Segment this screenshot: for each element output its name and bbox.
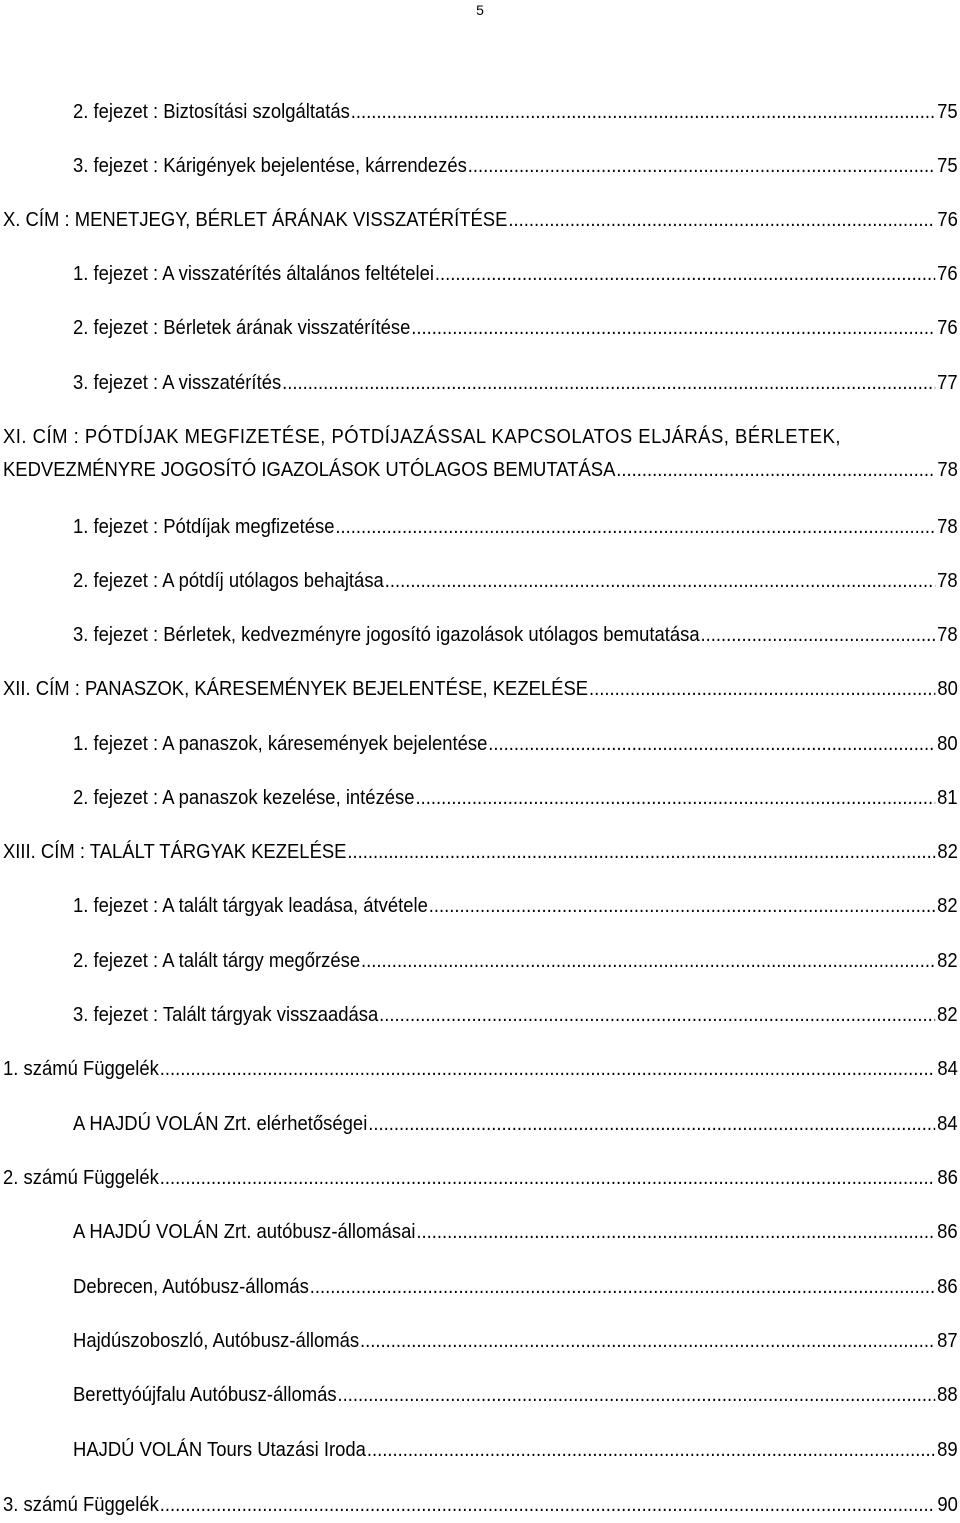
toc-entry-page: 78 xyxy=(937,623,958,646)
toc-entry[interactable] xyxy=(73,947,958,974)
toc-entry[interactable] xyxy=(73,98,958,125)
toc-entry-title: 2. fejezet : Biztosítási szolgáltatás xyxy=(73,100,350,123)
toc-leader-dots xyxy=(701,621,936,648)
toc-entry[interactable] xyxy=(3,1055,958,1082)
toc-entry-page: 75 xyxy=(937,154,958,177)
toc-entry-multiline[interactable] xyxy=(3,423,958,483)
toc-entry-title: XIII. CÍM : TALÁLT TÁRGYAK KEZELÉSE xyxy=(3,840,347,863)
toc-entry-title-line1: XI. CÍM : PÓTDÍJAK MEGFIZETÉSE, PÓTDÍJAZÁSSAL KAPCSOLATOS ELJÁRÁS, BÉRLETEK, xyxy=(3,425,841,448)
toc-entry-page: 78 xyxy=(937,458,958,481)
toc-leader-dots xyxy=(488,730,935,757)
toc-entry[interactable] xyxy=(73,260,958,287)
toc-entry[interactable] xyxy=(73,513,958,540)
toc-entry-page: 76 xyxy=(937,208,958,231)
toc-entry-page: 84 xyxy=(937,1057,958,1080)
toc-entry-page: 84 xyxy=(937,1112,958,1135)
toc-entry-title: 1. fejezet : A talált tárgyak leadása, átvétele xyxy=(73,894,428,917)
toc-entry-title: HAJDÚ VOLÁN Tours Utazási Iroda xyxy=(73,1438,366,1461)
toc-leader-dots xyxy=(160,1164,936,1191)
toc-entry[interactable] xyxy=(73,567,958,594)
toc-entry-page: 81 xyxy=(937,786,958,809)
toc-leader-dots xyxy=(310,1273,936,1300)
toc-entry[interactable] xyxy=(73,314,958,341)
toc-leader-dots xyxy=(160,1055,936,1082)
toc-entry-page: 78 xyxy=(937,515,958,538)
toc-entry[interactable] xyxy=(73,1327,958,1354)
toc-entry[interactable] xyxy=(73,1436,958,1463)
toc-entry-title: 1. fejezet : A panaszok, káresemények bejelentése xyxy=(73,732,488,755)
toc-leader-dots xyxy=(368,1110,935,1137)
toc-leader-dots xyxy=(415,784,935,811)
toc-entry[interactable] xyxy=(73,1110,958,1137)
toc-leader-dots xyxy=(337,1381,935,1408)
page-number: 5 xyxy=(476,2,484,18)
toc-entry-title: 1. fejezet : A visszatérítés általános feltételei xyxy=(73,262,435,285)
toc-entry-page: 80 xyxy=(937,732,958,755)
toc-entry-title: 3. fejezet : Kárigények bejelentése, kárrendezés xyxy=(73,154,467,177)
toc-leader-dots xyxy=(361,947,935,974)
toc-entry-page: 86 xyxy=(937,1166,958,1189)
toc-entry-page: 82 xyxy=(937,949,958,972)
toc-entry-page: 82 xyxy=(937,840,958,863)
toc-entry-page: 82 xyxy=(937,1003,958,1026)
toc-entry[interactable] xyxy=(73,369,958,396)
toc-entry-title: Debrecen, Autóbusz-állomás xyxy=(73,1275,309,1298)
toc-entry-page: 76 xyxy=(937,316,958,339)
toc-entry-title: 1. fejezet : Pótdíjak megfizetése xyxy=(73,515,335,538)
toc-entry[interactable] xyxy=(73,1381,958,1408)
toc-entry-title: Berettyóújfalu Autóbusz-állomás xyxy=(73,1383,337,1406)
toc-entry-title: A HAJDÚ VOLÁN Zrt. autóbusz-állomásai xyxy=(73,1220,416,1243)
toc-entry[interactable] xyxy=(73,621,958,648)
toc-entry-title: X. CÍM : MENETJEGY, BÉRLET ÁRÁNAK VISSZATÉRÍTÉSE xyxy=(3,208,508,231)
toc-leader-dots xyxy=(616,456,935,483)
toc-entry-title: 3. fejezet : Bérletek, kedvezményre jogosító igazolások utólagos bemutatása xyxy=(73,623,700,646)
toc-leader-dots xyxy=(416,1218,935,1245)
toc-entry[interactable] xyxy=(73,892,958,919)
toc-leader-dots xyxy=(360,1327,935,1354)
toc-entry-title: Hajdúszoboszló, Autóbusz-állomás xyxy=(73,1329,360,1352)
toc-leader-dots xyxy=(347,838,935,865)
toc-entry-title: 2. számú Függelék xyxy=(3,1166,159,1189)
toc-entry-title: 2. fejezet : A talált tárgy megőrzése xyxy=(73,949,361,972)
toc-entry[interactable] xyxy=(73,1218,958,1245)
toc-entry[interactable] xyxy=(73,1001,958,1028)
toc-entry-title: 2. fejezet : A panaszok kezelése, intézése xyxy=(73,786,415,809)
toc-entry[interactable] xyxy=(3,206,958,233)
toc-entry-title: 3. fejezet : A visszatérítés xyxy=(73,371,282,394)
toc-entry[interactable] xyxy=(3,838,958,865)
toc-entry-title: A HAJDÚ VOLÁN Zrt. elérhetőségei xyxy=(73,1112,368,1135)
toc-entry-title: 3. számú Függelék xyxy=(3,1493,159,1516)
toc-leader-dots xyxy=(429,892,936,919)
toc-leader-dots xyxy=(435,260,935,287)
toc-leader-dots xyxy=(411,314,935,341)
toc-entry[interactable] xyxy=(3,1491,958,1518)
toc-leader-dots xyxy=(508,206,935,233)
toc-entry-page: 80 xyxy=(937,677,958,700)
toc-entry[interactable] xyxy=(73,1273,958,1300)
toc-entry-title: 1. számú Függelék xyxy=(3,1057,159,1080)
toc-leader-dots xyxy=(589,675,936,702)
toc-entry-title: 3. fejezet : Talált tárgyak visszaadása xyxy=(73,1003,379,1026)
toc-entry-title: 2. fejezet : Bérletek árának visszatérítése xyxy=(73,316,411,339)
toc-entry-title: 2. fejezet : A pótdíj utólagos behajtása xyxy=(73,569,384,592)
toc-entry-page: 78 xyxy=(937,569,958,592)
toc-leader-dots xyxy=(385,567,936,594)
toc-entry-page: 86 xyxy=(937,1275,958,1298)
toc-leader-dots xyxy=(379,1001,935,1028)
toc-entry-page: 75 xyxy=(937,100,958,123)
toc-entry-title-line2: KEDVEZMÉNYRE JOGOSÍTÓ IGAZOLÁSOK UTÓLAGOS BEMUTATÁSA xyxy=(3,458,616,481)
toc-entry-page: 76 xyxy=(937,262,958,285)
toc-entry[interactable] xyxy=(73,784,958,811)
toc-leader-dots xyxy=(335,513,935,540)
toc-leader-dots xyxy=(468,152,936,179)
toc-leader-dots xyxy=(367,1436,936,1463)
toc-entry-page: 77 xyxy=(937,371,958,394)
toc-entry-page: 87 xyxy=(937,1329,958,1352)
toc-entry[interactable] xyxy=(73,730,958,757)
toc-entry-title: XII. CÍM : PANASZOK, KÁRESEMÉNYEK BEJELENTÉSE, KEZELÉSE xyxy=(3,677,589,700)
toc-leader-dots xyxy=(160,1491,936,1518)
toc-leader-dots xyxy=(282,369,935,396)
toc-entry[interactable] xyxy=(3,675,958,702)
toc-entry-page: 82 xyxy=(937,894,958,917)
toc-entry-page: 86 xyxy=(937,1220,958,1243)
toc-entry[interactable] xyxy=(73,152,958,179)
toc-entry-page: 88 xyxy=(937,1383,958,1406)
toc-entry-page: 89 xyxy=(937,1438,958,1461)
toc-entry[interactable] xyxy=(3,1164,958,1191)
toc-leader-dots xyxy=(351,98,936,125)
toc-entry-page: 90 xyxy=(937,1493,958,1516)
